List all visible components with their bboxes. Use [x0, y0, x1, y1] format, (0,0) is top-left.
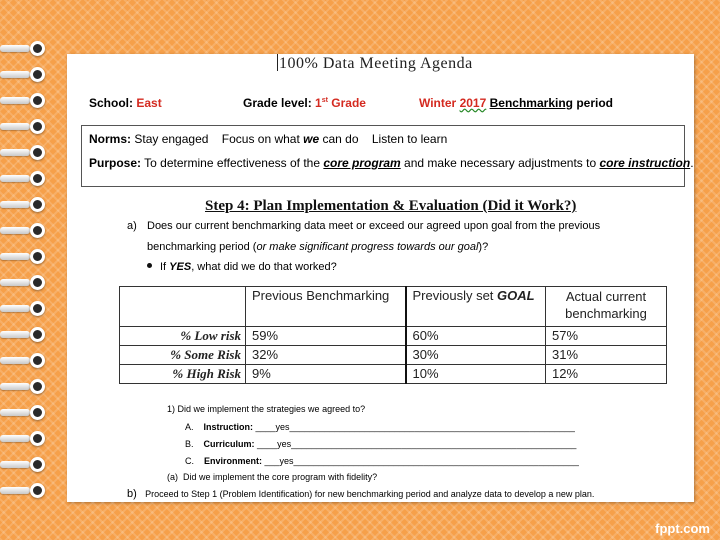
question-b: b) Proceed to Step 1 (Problem Identification) for new benchmarking period and analyze data to develop a new plan.	[127, 488, 595, 500]
cell-actual: 57%	[546, 327, 667, 346]
document-page	[67, 54, 694, 502]
question-a-bullet: If YES, what did we do that worked?	[147, 261, 337, 273]
binding-ring	[0, 93, 50, 107]
checklist-item-curriculum: B. Curriculum: ____yes_________________________________________________________	[185, 439, 577, 449]
binding-ring	[0, 171, 50, 185]
school-value: East	[136, 96, 162, 110]
checklist-item-instruction: A. Instruction: ____yes_________________________________________________________	[185, 422, 575, 432]
question-a-line1: Does our current benchmarking data meet or exceed our agreed upon goal from the previous	[147, 220, 601, 232]
table-row	[120, 346, 667, 365]
question-a-line2: benchmarking period (or make significant progress towards our goal)?	[147, 241, 489, 253]
binding-ring	[0, 483, 50, 497]
row-label: % High Risk	[120, 365, 246, 384]
question-a-marker: a)	[127, 220, 137, 232]
cell-goal: 10%	[406, 365, 546, 384]
cell-actual: 31%	[546, 346, 667, 365]
checklist-q2: (a) Did we implement the core program with fidelity?	[167, 472, 378, 482]
step-title: Step 4: Plan Implementation & Evaluation (Did it Work?)	[205, 198, 577, 214]
checklist-item-environment: C. Environment: ___yes_________________________________________________________	[185, 456, 579, 466]
cell-previous: 9%	[246, 365, 406, 384]
binding-ring	[0, 379, 50, 393]
grade-value: 1st Grade	[315, 96, 366, 110]
binding-ring	[0, 197, 50, 211]
binding-ring	[0, 431, 50, 445]
binding-ring	[0, 405, 50, 419]
table-header-row	[120, 287, 667, 327]
purpose-line: Purpose: To determine effectiveness of the core program and make necessary adjustments to core instruction.	[89, 156, 694, 170]
page-title: 100% Data Meeting Agenda	[279, 55, 473, 72]
text-cursor	[277, 54, 278, 71]
cell-actual: 12%	[546, 365, 667, 384]
binding-ring	[0, 275, 50, 289]
binding-ring	[0, 67, 50, 81]
table-header-blank	[120, 287, 246, 327]
cell-previous: 32%	[246, 346, 406, 365]
binding-ring	[0, 119, 50, 133]
table-row	[120, 365, 667, 384]
table-row	[120, 327, 667, 346]
school-field: School: East	[89, 96, 162, 110]
binding-ring	[0, 249, 50, 263]
period-field: Winter 2017 Benchmarking period	[419, 96, 613, 110]
header-goal: Previously set GOAL	[406, 287, 546, 327]
binding-ring	[0, 353, 50, 367]
bullet-icon	[147, 263, 152, 268]
binding-ring	[0, 145, 50, 159]
grade-field: Grade level: 1st Grade	[243, 96, 366, 110]
checklist-q1: 1) Did we implement the strategies we agreed to?	[167, 404, 366, 414]
cell-goal: 60%	[406, 327, 546, 346]
header-actual: Actual current benchmarking	[546, 287, 667, 327]
header-previous: Previous Benchmarking	[246, 287, 406, 327]
benchmark-table	[119, 286, 667, 384]
row-label: % Low risk	[120, 327, 246, 346]
watermark-logo: fppt.com	[655, 521, 710, 536]
row-label: % Some Risk	[120, 346, 246, 365]
cell-previous: 59%	[246, 327, 406, 346]
binding-ring	[0, 41, 50, 55]
binding-ring	[0, 301, 50, 315]
norms-line: Norms: Stay engaged Focus on what we can do Listen to learn	[89, 132, 448, 146]
binding-ring	[0, 327, 50, 341]
binding-ring	[0, 457, 50, 471]
cell-goal: 30%	[406, 346, 546, 365]
binding-ring	[0, 223, 50, 237]
